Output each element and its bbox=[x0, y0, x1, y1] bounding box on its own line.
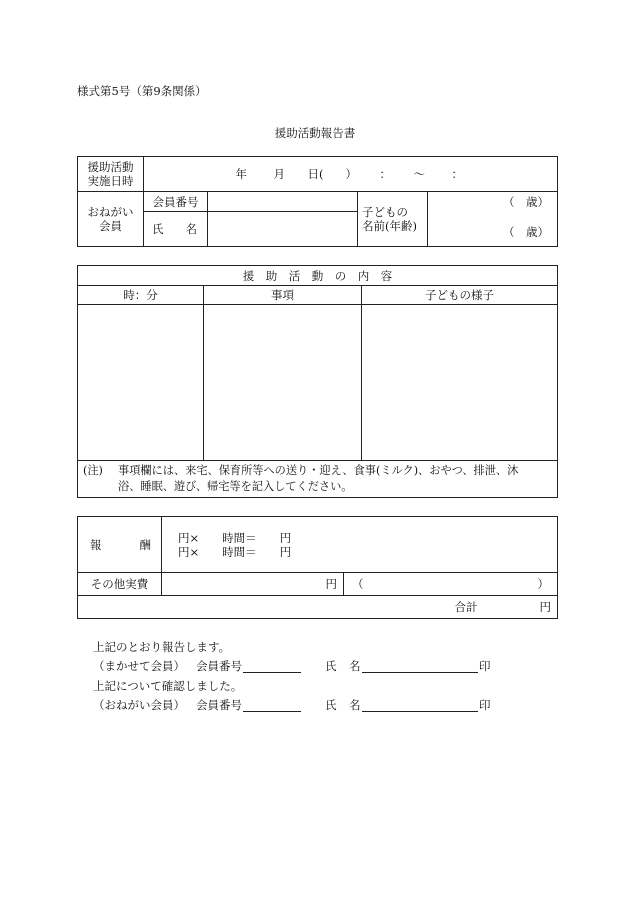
total-row[interactable] bbox=[78, 596, 558, 619]
other-expenses-label: その他実費 bbox=[78, 573, 162, 596]
form-number: 様式第5号（第9条関係） bbox=[77, 84, 207, 98]
requester-member-line bbox=[93, 698, 533, 714]
note-label: (注) bbox=[83, 464, 103, 477]
date-tilde: ～ bbox=[413, 166, 425, 181]
note-line-2: 浴、睡眠、遊び、帰宅等を記入してください。 bbox=[118, 480, 353, 493]
requester-seal: 印 bbox=[479, 698, 491, 712]
requester-member-label: （おねがい会員） bbox=[93, 698, 185, 712]
column-item: 事項 bbox=[204, 286, 362, 305]
other-expenses-note[interactable]: （ ） bbox=[344, 573, 558, 596]
note-line-1: 事項欄には、来宅、保育所等への送り・迎え、食事(ミルク)、おやつ、排泄、沐 bbox=[118, 464, 519, 477]
child-age-1: （ 歳） bbox=[503, 195, 549, 209]
confirmation-statement: 上記について確認しました。 bbox=[93, 679, 243, 693]
header-table bbox=[77, 156, 558, 247]
name-label: 氏 名 bbox=[144, 212, 208, 247]
column-time: 時：分 bbox=[78, 286, 204, 305]
member-number-field[interactable] bbox=[208, 192, 358, 212]
date-day: 日( bbox=[307, 166, 324, 181]
entrusted-seal: 印 bbox=[479, 659, 491, 673]
requester-member-number-field[interactable] bbox=[243, 699, 301, 712]
requester-member-number-label: 会員番号 bbox=[196, 698, 242, 712]
requester-name-label-a: 氏 bbox=[325, 698, 337, 712]
activity-heading: 援 助 活 動 の 内 容 bbox=[78, 266, 558, 286]
entrusted-name-label-a: 氏 bbox=[325, 659, 337, 673]
child-condition-entry-area[interactable] bbox=[362, 305, 558, 461]
requester-name-field[interactable] bbox=[362, 699, 478, 712]
requester-name-label-b: 名 bbox=[349, 698, 361, 712]
activity-date-label: 援助活動 実施日時 bbox=[78, 157, 144, 192]
activity-date-field[interactable] bbox=[144, 157, 558, 192]
entrusted-member-line bbox=[93, 659, 533, 675]
child-age-2: （ 歳） bbox=[503, 225, 549, 239]
member-number-label: 会員番号 bbox=[144, 192, 208, 212]
activity-table bbox=[77, 265, 558, 498]
fee-label: 報 酬 bbox=[78, 517, 162, 573]
fee-table bbox=[77, 516, 558, 619]
fee-row-1: 円× 時間＝ 円 bbox=[178, 530, 292, 545]
other-expenses-amount[interactable]: 円 bbox=[162, 573, 344, 596]
entrusted-member-number-label: 会員番号 bbox=[196, 659, 242, 673]
entrusted-name-field[interactable] bbox=[362, 660, 478, 673]
requester-label: おねがい 会員 bbox=[78, 192, 144, 247]
page-title: 援助活動報告書 bbox=[274, 126, 356, 140]
date-colon-start: ： bbox=[379, 166, 391, 181]
entrusted-member-label: （まかせて会員） bbox=[93, 659, 185, 673]
name-field[interactable] bbox=[208, 212, 358, 247]
total-yen: 円 bbox=[539, 600, 552, 614]
child-name-label: 子どもの 名前(年齢) bbox=[358, 192, 428, 247]
total-label: 合計 bbox=[454, 600, 478, 614]
fee-row-2: 円× 時間＝ 円 bbox=[178, 544, 292, 559]
date-year: 年 bbox=[235, 166, 247, 181]
entrusted-member-number-field[interactable] bbox=[243, 660, 301, 673]
date-close-paren: ） bbox=[345, 166, 357, 181]
column-child-condition: 子どもの様子 bbox=[362, 286, 558, 305]
entrusted-name-label-b: 名 bbox=[349, 659, 361, 673]
date-colon-end: ： bbox=[451, 166, 463, 181]
report-statement: 上記のとおり報告します。 bbox=[93, 640, 231, 654]
child-name-field[interactable] bbox=[428, 192, 558, 247]
fee-field[interactable] bbox=[162, 517, 558, 573]
activity-note bbox=[78, 461, 558, 498]
item-entry-area[interactable] bbox=[204, 305, 362, 461]
time-entry-area[interactable] bbox=[78, 305, 204, 461]
date-month: 月 bbox=[273, 166, 285, 181]
